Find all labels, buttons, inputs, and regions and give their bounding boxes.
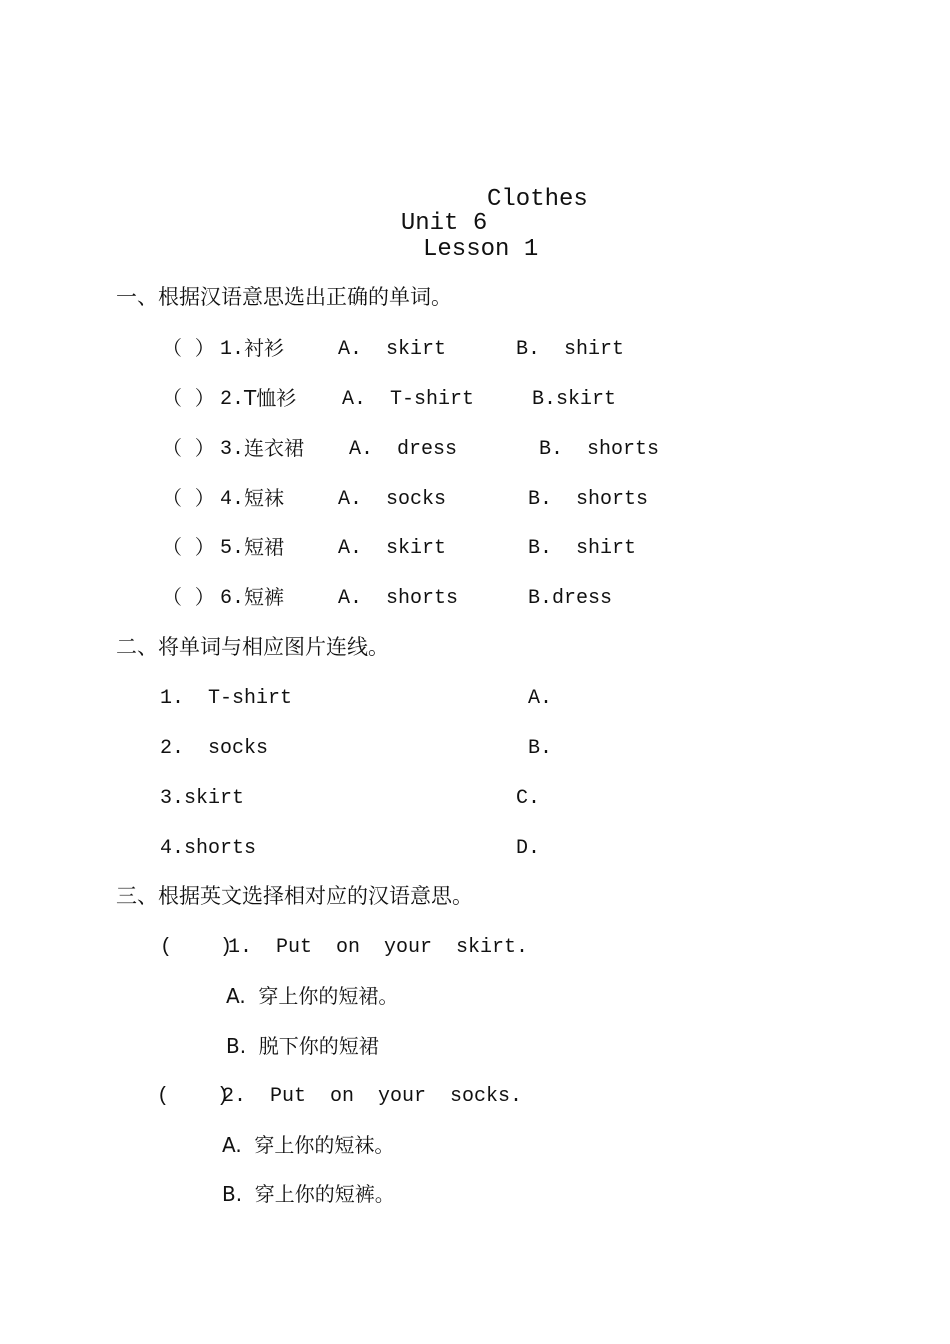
option-a[interactable]: A. T-shirt <box>342 388 475 411</box>
match-word[interactable]: 1. T-shirt <box>160 687 293 710</box>
question-number: 3. <box>220 438 245 461</box>
option-a[interactable]: A. shorts <box>338 587 459 610</box>
answer-bracket[interactable]: ( ) <box>157 1085 230 1108</box>
unit-number: Unit 6 <box>400 210 488 237</box>
option-b[interactable]: B. 穿上你的短裤。 <box>222 1182 395 1206</box>
option-a[interactable]: A. 穿上你的短袜。 <box>222 1133 395 1157</box>
chinese-word: 短袜 <box>244 486 284 510</box>
option-b[interactable]: B. 脱下你的短裙 <box>226 1034 379 1058</box>
chinese-word: 衬衫 <box>244 336 284 360</box>
match-word[interactable]: 4.shorts <box>160 837 257 860</box>
match-picture-label[interactable]: B. <box>528 737 553 760</box>
part1-heading: 一、根据汉语意思选出正确的单词。 <box>116 285 452 309</box>
question-prompt: 2. Put on your socks. <box>222 1085 523 1108</box>
question-prompt: 1. Put on your skirt. <box>228 936 529 959</box>
option-b[interactable]: B. shirt <box>516 338 625 361</box>
option-a[interactable]: A. socks <box>338 488 447 511</box>
question-number: 5. <box>220 537 245 560</box>
option-b[interactable]: B. shirt <box>528 537 637 560</box>
answer-bracket[interactable]: （ ） <box>162 535 215 559</box>
answer-bracket[interactable]: ( ) <box>160 936 233 959</box>
question-number: 1. <box>220 338 245 361</box>
match-picture-label[interactable]: C. <box>516 787 541 810</box>
question-number: 2. <box>220 388 245 411</box>
answer-bracket[interactable]: （ ） <box>162 436 215 460</box>
option-b[interactable]: B. shorts <box>528 488 649 511</box>
match-picture-label[interactable]: A. <box>528 687 553 710</box>
option-a[interactable]: A. 穿上你的短裙。 <box>226 984 399 1008</box>
unit-title <box>372 188 487 236</box>
match-word[interactable]: 3.skirt <box>160 787 245 810</box>
match-word[interactable]: 2. socks <box>160 737 269 760</box>
chinese-word: 短裤 <box>244 585 284 609</box>
part3-heading: 三、根据英文选择相对应的汉语意思。 <box>116 884 473 908</box>
option-b[interactable]: B.dress <box>528 587 613 610</box>
unit-topic: Clothes <box>487 186 588 213</box>
option-b[interactable]: B.skirt <box>532 388 617 411</box>
option-a[interactable]: A. skirt <box>338 537 447 560</box>
lesson-title: Lesson 1 <box>423 236 539 263</box>
part2-heading: 二、将单词与相应图片连线。 <box>116 635 389 659</box>
answer-bracket[interactable]: （ ） <box>162 336 215 360</box>
chinese-word: 连衣裙 <box>244 436 304 460</box>
answer-bracket[interactable]: （ ） <box>162 585 215 609</box>
option-b[interactable]: B. shorts <box>539 438 660 461</box>
answer-bracket[interactable]: （ ） <box>162 386 215 410</box>
match-picture-label[interactable]: D. <box>516 837 541 860</box>
chinese-word: 短裙 <box>244 535 284 559</box>
question-number: 6. <box>220 587 245 610</box>
chinese-word: T恤衫 <box>244 386 297 410</box>
question-number: 4. <box>220 488 245 511</box>
answer-bracket[interactable]: （ ） <box>162 486 215 510</box>
option-a[interactable]: A. skirt <box>338 338 447 361</box>
option-a[interactable]: A. dress <box>349 438 458 461</box>
